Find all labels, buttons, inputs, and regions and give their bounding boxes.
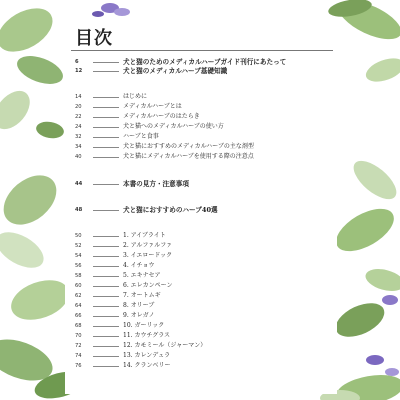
toc-row[interactable] <box>75 153 333 162</box>
toc-leader <box>93 326 119 327</box>
toc-row[interactable] <box>75 180 333 189</box>
toc-leader <box>93 256 119 257</box>
toc-page-number: 72 <box>75 343 82 349</box>
toc-leader <box>93 346 119 347</box>
toc-row[interactable] <box>75 93 333 102</box>
toc-row[interactable] <box>75 342 333 351</box>
toc-row[interactable] <box>75 143 333 152</box>
toc-entry-title: 犬と猫にメディカルハーブを使用する際の注意点 <box>123 153 254 160</box>
toc-page-number: 20 <box>75 104 82 110</box>
toc-row[interactable] <box>75 58 333 67</box>
toc-entry-title: 1. アイブライト <box>123 232 166 239</box>
toc-leader <box>93 236 119 237</box>
title-divider <box>71 50 333 51</box>
toc-page-number: 6 <box>75 59 79 65</box>
toc-page-number: 56 <box>75 263 82 269</box>
toc-entry-title: 犬と猫のメディカルハーブ基礎知識 <box>123 67 228 75</box>
toc-leader <box>93 107 119 108</box>
toc-page-number: 40 <box>75 154 82 160</box>
toc-leader <box>93 356 119 357</box>
toc-leader <box>93 117 119 118</box>
toc-entry-title: 犬と猫におすすめのメディカルハーブの主な剤型 <box>123 143 254 150</box>
toc-entry-title: 7. オートムギ <box>123 292 161 299</box>
toc-entry-title: メディカルハーブのはたらき <box>123 113 200 120</box>
toc-leader <box>93 306 119 307</box>
toc-row[interactable] <box>75 312 333 321</box>
leaf-cluster-left <box>0 165 74 327</box>
toc-leader <box>93 71 119 72</box>
toc-page-number: 68 <box>75 323 82 329</box>
toc-row[interactable] <box>75 362 333 371</box>
toc-leader <box>93 316 119 317</box>
toc-row[interactable] <box>75 272 333 281</box>
toc-leader <box>93 97 119 98</box>
toc-page-number: 74 <box>75 353 82 359</box>
toc-page <box>65 18 337 394</box>
toc-row[interactable] <box>75 103 333 112</box>
toc-row[interactable] <box>75 322 333 331</box>
toc-entry-title: はじめに <box>123 93 148 100</box>
toc-leader <box>93 366 119 367</box>
toc-row[interactable] <box>75 206 333 215</box>
toc-leader <box>93 127 119 128</box>
toc-page-number: 48 <box>75 207 83 213</box>
toc-entry-title: 犬と猫のためのメディカルハーブガイド刊行にあたって <box>123 58 287 66</box>
toc-row[interactable] <box>75 252 333 261</box>
toc-row[interactable] <box>75 123 333 132</box>
toc-page-number: 32 <box>75 134 82 140</box>
toc-entry-title: 2. アルファルファ <box>123 242 173 249</box>
toc-leader <box>93 184 119 185</box>
toc-leader <box>93 276 119 277</box>
toc-leader <box>93 266 119 267</box>
toc-page-number: 50 <box>75 233 82 239</box>
leaf-cluster-top-right <box>327 0 400 86</box>
toc-row[interactable] <box>75 67 333 76</box>
toc-page-number: 14 <box>75 94 82 100</box>
toc-leader <box>93 246 119 247</box>
toc-entry-title: 6. エレカンペーン <box>123 282 173 289</box>
toc-page-number: 76 <box>75 363 82 369</box>
toc-page-number: 24 <box>75 124 82 130</box>
toc-page-number: 70 <box>75 333 82 339</box>
toc-leader <box>93 147 119 148</box>
toc-entry-title: 10. ガーリック <box>123 322 165 329</box>
toc-page-number: 66 <box>75 313 82 319</box>
toc-leader <box>93 286 119 287</box>
toc-page-number: 54 <box>75 253 82 259</box>
toc-entry-title: ハーブと食事 <box>123 133 159 140</box>
flower-top <box>92 3 130 17</box>
toc-page-number: 52 <box>75 243 82 249</box>
leaf-cluster-top-left <box>0 0 67 140</box>
toc-row[interactable] <box>75 282 333 291</box>
toc-leader <box>93 157 119 158</box>
toc-entry-title: 11. カウチグラス <box>123 332 171 339</box>
toc-page-number: 12 <box>75 68 83 74</box>
toc-entry-title: 5. エキナセア <box>123 272 161 279</box>
toc-entry-title: 8. オリーブ <box>123 302 155 309</box>
toc-row[interactable] <box>75 262 333 271</box>
toc-leader <box>93 296 119 297</box>
toc-page-number: 22 <box>75 114 82 120</box>
toc-entry-title: 本書の見方・注意事項 <box>123 180 189 188</box>
toc-row[interactable] <box>75 302 333 311</box>
toc-page-number: 58 <box>75 273 82 279</box>
toc-entry-title: 3. イエロードック <box>123 252 173 259</box>
toc-entry-title: 12. カモミール（ジャーマン） <box>123 342 207 349</box>
leaf-cluster-right <box>329 154 400 344</box>
toc-leader <box>93 210 119 211</box>
toc-entry-title: 4. イチョウ <box>123 262 155 269</box>
toc-leader <box>93 137 119 138</box>
toc-row[interactable] <box>75 113 333 122</box>
toc-row[interactable] <box>75 332 333 341</box>
toc-row[interactable] <box>75 232 333 241</box>
toc-entry-title: 14. クランベリー <box>123 362 171 369</box>
toc-entry-title: 犬と猫におすすめのハーブ40選 <box>123 206 218 214</box>
toc-page-number: 62 <box>75 293 82 299</box>
toc-row[interactable] <box>75 133 333 142</box>
toc-entry-title: 9. オレガノ <box>123 312 155 319</box>
toc-row[interactable] <box>75 242 333 251</box>
toc-leader <box>93 336 119 337</box>
toc-entry-title: メディカルハーブとは <box>123 103 182 110</box>
page-title: 目次 <box>75 28 113 49</box>
toc-row[interactable] <box>75 352 333 361</box>
toc-page-number: 34 <box>75 144 82 150</box>
toc-page-number: 60 <box>75 283 82 289</box>
toc-page-number: 44 <box>75 181 83 187</box>
toc-page-number: 64 <box>75 303 82 309</box>
toc-leader <box>93 62 119 63</box>
toc-row[interactable] <box>75 292 333 301</box>
toc-entry-title: 犬と猫へのメディカルハーブの使い方 <box>123 123 224 130</box>
toc-entry-title: 13. カレンデュラ <box>123 352 171 359</box>
